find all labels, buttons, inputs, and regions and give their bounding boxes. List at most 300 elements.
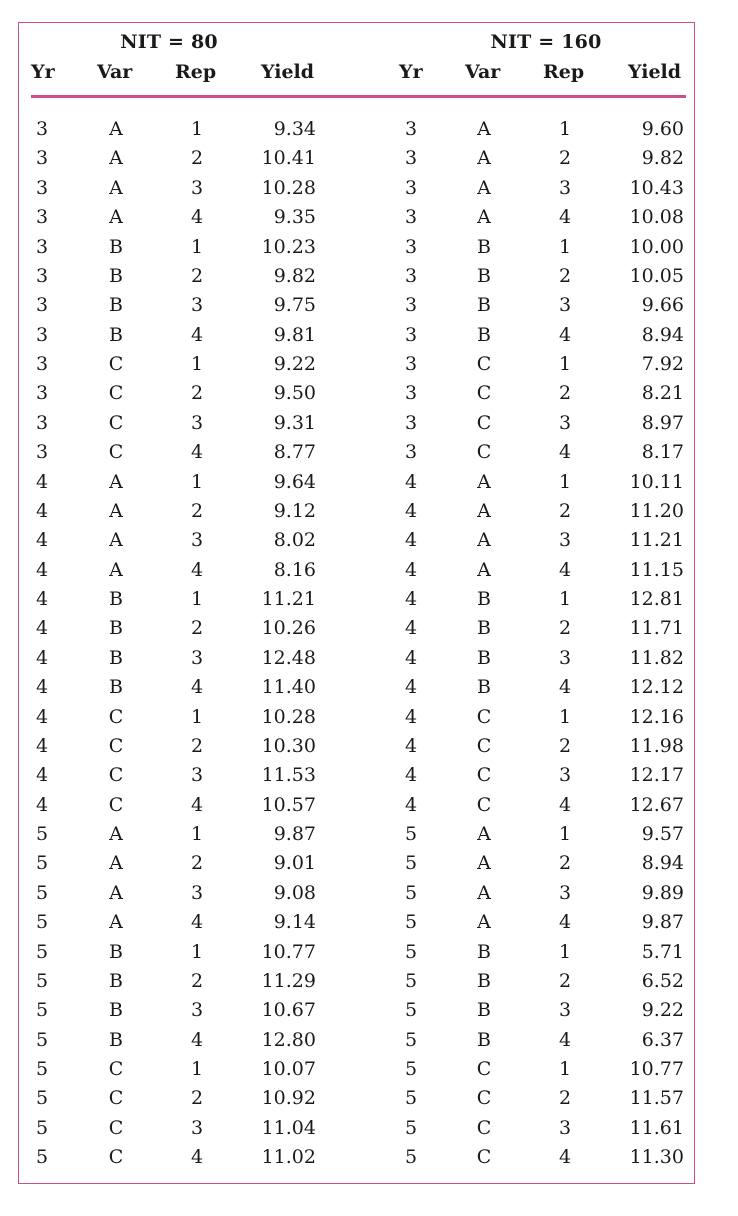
cell-var-left: C: [108, 764, 124, 787]
cell-yr-right: 5: [404, 852, 418, 875]
cell-var-left: B: [109, 999, 123, 1022]
table-row: [0, 379, 738, 408]
cell-var-left: A: [109, 558, 123, 581]
cell-yr-left: 4: [35, 705, 49, 728]
cell-yr-left: 4: [35, 588, 49, 610]
cell-yield-right: 6.37: [641, 1028, 684, 1051]
header-yield-right: Yield: [628, 61, 682, 83]
cell-rep-left: 1: [190, 470, 204, 493]
cell-yr-right: 3: [404, 441, 418, 464]
cell-yr-right: 5: [404, 881, 418, 904]
cell-var-left: C: [108, 1058, 124, 1080]
cell-yield-left: 9.35: [273, 206, 316, 229]
cell-rep-left: 4: [190, 676, 204, 699]
cell-yr-right: 3: [404, 235, 418, 258]
cell-rep-left: 1: [190, 353, 204, 375]
cell-var-right: B: [477, 940, 491, 963]
cell-yield-left: 8.02: [273, 529, 316, 552]
cell-yr-right: 3: [404, 264, 418, 287]
cell-yield-left: 10.41: [261, 147, 316, 170]
cell-yr-right: 3: [404, 147, 418, 170]
cell-yield-left: 10.26: [261, 617, 316, 640]
cell-yr-right: 3: [404, 176, 418, 199]
cell-rep-left: 3: [190, 529, 204, 552]
cell-yield-right: 8.21: [641, 382, 684, 405]
cell-rep-right: 3: [558, 411, 572, 434]
cell-yield-right: 12.67: [629, 793, 684, 816]
cell-rep-left: 1: [190, 940, 204, 963]
cell-rep-left: 4: [190, 911, 204, 934]
table-row: [0, 1055, 738, 1084]
cell-var-left: A: [109, 206, 123, 229]
group-title-nit-80: NIT = 80: [120, 31, 218, 53]
cell-rep-right: 2: [558, 734, 572, 757]
header-rep-right: Rep: [543, 61, 585, 83]
cell-rep-left: 2: [190, 852, 204, 875]
cell-yield-left: 9.22: [273, 353, 316, 375]
cell-yr-right: 3: [404, 206, 418, 229]
table-row: [0, 438, 738, 467]
cell-var-right: A: [477, 470, 491, 493]
cell-yr-left: 4: [35, 646, 49, 669]
cell-yield-left: 11.21: [261, 588, 316, 610]
cell-yr-left: 4: [35, 764, 49, 787]
cell-rep-left: 2: [190, 1087, 204, 1110]
cell-yield-right: 9.82: [641, 147, 684, 170]
cell-rep-right: 4: [558, 441, 572, 464]
cell-yield-right: 10.05: [629, 264, 684, 287]
cell-yr-right: 5: [404, 823, 418, 845]
cell-var-right: C: [476, 441, 492, 464]
cell-yield-right: 11.15: [629, 558, 684, 581]
cell-var-right: C: [476, 382, 492, 405]
cell-yield-left: 10.28: [261, 176, 316, 199]
cell-yield-left: 8.77: [273, 441, 316, 464]
cell-rep-right: 2: [558, 499, 572, 522]
cell-yr-right: 4: [404, 734, 418, 757]
table-row: [0, 556, 738, 585]
cell-rep-left: 2: [190, 969, 204, 992]
table-row: [0, 321, 738, 350]
cell-var-left: B: [109, 646, 123, 669]
cell-yield-right: 9.66: [641, 294, 684, 317]
cell-yr-left: 5: [35, 881, 49, 904]
cell-yield-right: 11.61: [629, 1116, 684, 1139]
cell-rep-left: 4: [190, 323, 204, 346]
cell-var-right: B: [477, 264, 491, 287]
cell-var-right: C: [476, 764, 492, 787]
table-row: [0, 144, 738, 173]
cell-yield-right: 11.20: [629, 499, 684, 522]
table-row: [0, 174, 738, 203]
cell-yr-left: 5: [35, 1087, 49, 1110]
header-yield-left: Yield: [261, 61, 315, 83]
cell-var-left: A: [109, 823, 123, 845]
cell-var-right: C: [476, 353, 492, 375]
cell-yr-left: 3: [35, 323, 49, 346]
cell-rep-right: 3: [558, 646, 572, 669]
cell-var-left: B: [109, 235, 123, 258]
cell-yield-left: 9.75: [273, 294, 316, 317]
cell-yield-left: 9.31: [273, 411, 316, 434]
cell-yr-left: 5: [35, 999, 49, 1022]
cell-var-right: C: [476, 1146, 492, 1169]
cell-yr-left: 5: [35, 1028, 49, 1051]
table-row: [0, 497, 738, 526]
cell-yr-left: 3: [35, 206, 49, 229]
cell-var-left: A: [109, 118, 123, 140]
cell-yr-right: 3: [404, 353, 418, 375]
cell-var-right: C: [476, 734, 492, 757]
cell-rep-right: 2: [558, 969, 572, 992]
table-row: [0, 468, 738, 497]
cell-yr-right: 4: [404, 705, 418, 728]
cell-var-right: A: [477, 881, 491, 904]
cell-yield-left: 10.77: [261, 940, 316, 963]
cell-yr-right: 4: [404, 793, 418, 816]
cell-yield-left: 9.12: [273, 499, 316, 522]
cell-var-left: C: [108, 441, 124, 464]
cell-rep-right: 4: [558, 1146, 572, 1169]
table-row: [0, 526, 738, 555]
cell-var-left: A: [109, 852, 123, 875]
cell-yr-right: 3: [404, 382, 418, 405]
cell-yr-right: 5: [404, 911, 418, 934]
cell-yield-left: 9.08: [273, 881, 316, 904]
cell-yr-right: 3: [404, 323, 418, 346]
table-row: [0, 115, 738, 144]
cell-yield-right: 9.89: [641, 881, 684, 904]
cell-var-right: C: [476, 1116, 492, 1139]
cell-var-right: A: [477, 558, 491, 581]
cell-yr-left: 4: [35, 558, 49, 581]
cell-rep-left: 2: [190, 382, 204, 405]
cell-rep-right: 2: [558, 382, 572, 405]
cell-yr-left: 3: [35, 441, 49, 464]
cell-yr-left: 3: [35, 294, 49, 317]
cell-yield-right: 9.22: [641, 999, 684, 1022]
cell-yield-left: 9.50: [273, 382, 316, 405]
cell-rep-right: 3: [558, 1116, 572, 1139]
cell-yr-left: 3: [35, 147, 49, 170]
header-rep-left: Rep: [175, 61, 217, 83]
cell-yield-right: 10.00: [629, 235, 684, 258]
cell-var-right: B: [477, 323, 491, 346]
cell-rep-right: 1: [558, 353, 572, 375]
data-table: [0, 115, 738, 1173]
header-yr-right: Yr: [399, 61, 423, 83]
cell-yield-right: 10.08: [629, 206, 684, 229]
cell-yr-right: 4: [404, 470, 418, 493]
cell-var-left: A: [109, 499, 123, 522]
cell-var-right: A: [477, 823, 491, 845]
cell-var-right: A: [477, 147, 491, 170]
cell-yr-right: 3: [404, 411, 418, 434]
cell-var-left: C: [108, 353, 124, 375]
cell-rep-left: 2: [190, 264, 204, 287]
cell-var-right: A: [477, 911, 491, 934]
cell-var-left: C: [108, 1146, 124, 1169]
cell-yield-right: 9.60: [641, 118, 684, 140]
cell-yr-left: 5: [35, 1058, 49, 1080]
cell-yield-right: 7.92: [641, 353, 684, 375]
cell-yr-left: 3: [35, 235, 49, 258]
cell-rep-left: 3: [190, 176, 204, 199]
cell-rep-left: 1: [190, 823, 204, 845]
cell-rep-left: 2: [190, 617, 204, 640]
cell-yr-left: 3: [35, 382, 49, 405]
cell-var-left: B: [109, 323, 123, 346]
cell-var-right: A: [477, 206, 491, 229]
cell-rep-left: 3: [190, 764, 204, 787]
cell-rep-left: 1: [190, 118, 204, 140]
cell-var-left: B: [109, 264, 123, 287]
cell-yield-left: 11.04: [261, 1116, 316, 1139]
cell-var-right: B: [477, 1028, 491, 1051]
cell-yield-right: 10.11: [629, 470, 684, 493]
cell-yield-right: 11.71: [629, 617, 684, 640]
cell-rep-left: 4: [190, 1028, 204, 1051]
cell-yield-left: 10.23: [261, 235, 316, 258]
cell-rep-left: 1: [190, 235, 204, 258]
cell-var-left: B: [109, 969, 123, 992]
cell-var-left: B: [109, 294, 123, 317]
table-row: [0, 967, 738, 996]
cell-rep-right: 1: [558, 470, 572, 493]
cell-rep-right: 3: [558, 294, 572, 317]
cell-yield-left: 9.34: [273, 118, 316, 140]
cell-yr-left: 5: [35, 969, 49, 992]
cell-yr-right: 5: [404, 1146, 418, 1169]
cell-var-right: A: [477, 529, 491, 552]
cell-yield-right: 12.17: [629, 764, 684, 787]
cell-yield-left: 12.48: [261, 646, 316, 669]
cell-yr-left: 3: [35, 176, 49, 199]
cell-rep-right: 2: [558, 147, 572, 170]
table-row: [0, 350, 738, 379]
cell-var-left: C: [108, 1087, 124, 1110]
table-row: [0, 1114, 738, 1143]
cell-yield-left: 10.28: [261, 705, 316, 728]
cell-yr-right: 4: [404, 558, 418, 581]
cell-yr-left: 5: [35, 852, 49, 875]
header-rule: [31, 95, 686, 98]
cell-yr-right: 3: [404, 294, 418, 317]
cell-yield-right: 5.71: [641, 940, 684, 963]
cell-yr-right: 5: [404, 1087, 418, 1110]
cell-yr-left: 5: [35, 823, 49, 845]
cell-yr-left: 4: [35, 470, 49, 493]
cell-var-left: A: [109, 176, 123, 199]
cell-yield-right: 6.52: [641, 969, 684, 992]
cell-rep-right: 4: [558, 1028, 572, 1051]
cell-var-left: A: [109, 529, 123, 552]
cell-yield-left: 10.07: [261, 1058, 316, 1080]
table-row: [0, 585, 738, 614]
cell-rep-left: 4: [190, 441, 204, 464]
cell-yield-left: 10.57: [261, 793, 316, 816]
cell-yield-left: 9.82: [273, 264, 316, 287]
cell-yield-left: 11.40: [261, 676, 316, 699]
header-var-left: Var: [97, 61, 133, 83]
cell-rep-left: 1: [190, 588, 204, 610]
cell-rep-left: 1: [190, 1058, 204, 1080]
table-row: [0, 409, 738, 438]
table-row: [0, 644, 738, 673]
cell-yield-right: 9.87: [641, 911, 684, 934]
cell-yield-right: 9.57: [641, 823, 684, 845]
cell-yield-right: 12.12: [629, 676, 684, 699]
cell-yield-left: 11.02: [261, 1146, 316, 1169]
cell-rep-right: 3: [558, 764, 572, 787]
cell-rep-left: 2: [190, 147, 204, 170]
cell-rep-left: 1: [190, 705, 204, 728]
cell-yr-right: 4: [404, 764, 418, 787]
cell-var-right: C: [476, 705, 492, 728]
table-row: [0, 1143, 738, 1172]
cell-var-left: A: [109, 470, 123, 493]
table-row: [0, 233, 738, 262]
cell-var-left: C: [108, 411, 124, 434]
cell-rep-left: 2: [190, 734, 204, 757]
table-row: [0, 732, 738, 761]
cell-yield-right: 12.81: [629, 588, 684, 610]
cell-var-left: C: [108, 1116, 124, 1139]
cell-rep-right: 3: [558, 881, 572, 904]
cell-rep-right: 1: [558, 1058, 572, 1080]
cell-var-right: A: [477, 118, 491, 140]
cell-rep-right: 4: [558, 206, 572, 229]
table-row: [0, 820, 738, 849]
cell-var-right: C: [476, 1058, 492, 1080]
cell-rep-right: 1: [558, 705, 572, 728]
cell-rep-right: 2: [558, 264, 572, 287]
cell-yr-right: 5: [404, 1058, 418, 1080]
cell-rep-right: 3: [558, 176, 572, 199]
cell-yr-left: 4: [35, 793, 49, 816]
cell-var-right: B: [477, 676, 491, 699]
cell-yr-right: 4: [404, 529, 418, 552]
cell-rep-left: 3: [190, 411, 204, 434]
cell-yield-right: 8.94: [641, 323, 684, 346]
cell-yr-left: 3: [35, 353, 49, 375]
cell-rep-left: 2: [190, 499, 204, 522]
cell-rep-left: 3: [190, 1116, 204, 1139]
cell-yield-left: 9.64: [273, 470, 316, 493]
cell-yield-right: 8.97: [641, 411, 684, 434]
cell-yield-left: 9.81: [273, 323, 316, 346]
group-title-nit-160: NIT = 160: [490, 31, 602, 53]
cell-rep-right: 4: [558, 323, 572, 346]
cell-rep-right: 4: [558, 676, 572, 699]
cell-yield-right: 12.16: [629, 705, 684, 728]
cell-rep-left: 4: [190, 206, 204, 229]
cell-var-right: B: [477, 588, 491, 610]
cell-yr-left: 3: [35, 264, 49, 287]
cell-yr-right: 3: [404, 118, 418, 140]
cell-var-left: B: [109, 676, 123, 699]
cell-var-left: C: [108, 705, 124, 728]
cell-yield-right: 11.82: [629, 646, 684, 669]
table-row: [0, 262, 738, 291]
cell-rep-left: 3: [190, 881, 204, 904]
cell-rep-right: 4: [558, 558, 572, 581]
cell-var-left: A: [109, 881, 123, 904]
cell-yr-left: 5: [35, 911, 49, 934]
cell-var-right: C: [476, 1087, 492, 1110]
cell-rep-right: 4: [558, 911, 572, 934]
cell-yield-right: 10.43: [629, 176, 684, 199]
cell-yr-right: 4: [404, 676, 418, 699]
cell-yr-right: 5: [404, 1116, 418, 1139]
table-row: [0, 203, 738, 232]
cell-yr-left: 4: [35, 529, 49, 552]
cell-yr-left: 4: [35, 617, 49, 640]
cell-var-left: B: [109, 940, 123, 963]
table-row: [0, 673, 738, 702]
cell-var-left: A: [109, 911, 123, 934]
cell-rep-right: 2: [558, 617, 572, 640]
cell-yield-right: 8.17: [641, 441, 684, 464]
cell-yr-right: 4: [404, 617, 418, 640]
cell-var-left: C: [108, 734, 124, 757]
cell-var-right: C: [476, 411, 492, 434]
table-row: [0, 291, 738, 320]
cell-yield-left: 9.87: [273, 823, 316, 845]
cell-yr-right: 5: [404, 1028, 418, 1051]
cell-var-right: B: [477, 294, 491, 317]
cell-rep-left: 3: [190, 294, 204, 317]
cell-yield-right: 11.21: [629, 529, 684, 552]
cell-var-right: B: [477, 646, 491, 669]
cell-yield-left: 10.67: [261, 999, 316, 1022]
cell-yr-left: 3: [35, 411, 49, 434]
cell-rep-left: 4: [190, 558, 204, 581]
cell-rep-right: 3: [558, 999, 572, 1022]
cell-rep-right: 1: [558, 118, 572, 140]
table-row: [0, 849, 738, 878]
cell-var-left: A: [109, 147, 123, 170]
cell-yield-left: 11.53: [261, 764, 316, 787]
cell-yield-right: 11.98: [629, 734, 684, 757]
cell-rep-right: 1: [558, 235, 572, 258]
cell-yr-left: 5: [35, 940, 49, 963]
cell-var-right: B: [477, 235, 491, 258]
table-row: [0, 614, 738, 643]
cell-yr-right: 4: [404, 588, 418, 610]
cell-yield-left: 8.16: [273, 558, 316, 581]
table-row: [0, 703, 738, 732]
cell-rep-left: 4: [190, 1146, 204, 1169]
cell-yr-left: 3: [35, 118, 49, 140]
cell-yr-left: 4: [35, 676, 49, 699]
cell-var-right: A: [477, 852, 491, 875]
table-row: [0, 996, 738, 1025]
table-row: [0, 761, 738, 790]
cell-var-left: B: [109, 617, 123, 640]
table-row: [0, 1084, 738, 1113]
cell-yield-left: 10.30: [261, 734, 316, 757]
cell-yield-right: 11.30: [629, 1146, 684, 1169]
table-row: [0, 791, 738, 820]
cell-rep-left: 3: [190, 646, 204, 669]
cell-rep-right: 1: [558, 940, 572, 963]
cell-rep-left: 3: [190, 999, 204, 1022]
cell-rep-right: 3: [558, 529, 572, 552]
cell-yr-right: 5: [404, 999, 418, 1022]
cell-yield-right: 8.94: [641, 852, 684, 875]
cell-var-right: A: [477, 499, 491, 522]
